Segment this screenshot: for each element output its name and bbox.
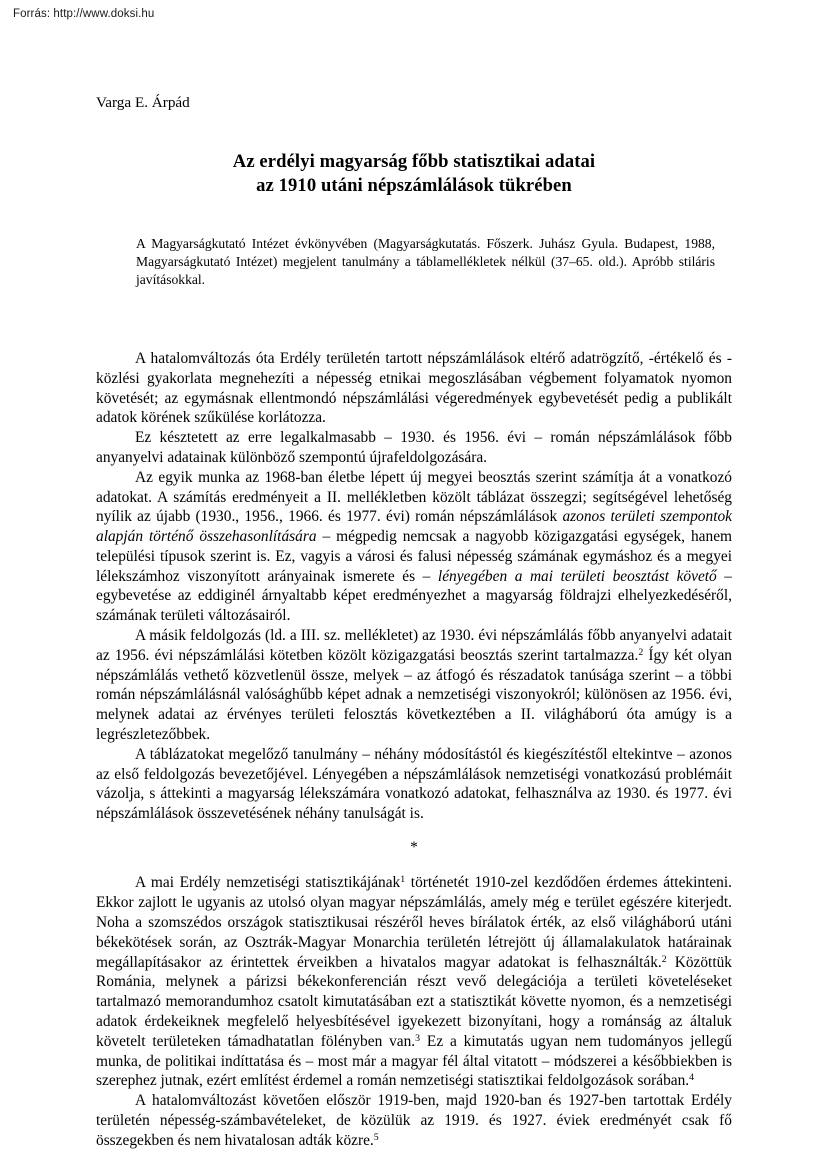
footnote-marker-3: 3 — [415, 1032, 421, 1044]
title-line-2: az 1910 utáni népszámlálások tükrében — [256, 175, 572, 197]
body-section-two — [96, 873, 732, 1150]
footnote-marker-5: 5 — [373, 1131, 379, 1143]
paragraph-3 — [96, 468, 732, 626]
paragraph-3-italic-2: lényegében a mai területi beosztást követő — [437, 567, 717, 585]
paragraph-3-part-1: Az egyik munka az 1968-ban életbe lépett új megyei beosztás szerint számítja át a vonatkozó adatokat. A számítás eredményeit a II. mellékletben közölt táblázat összegzi; segítségével lehetőség nyílik az újabb (1930., 1956., 1966. és 1977. évi) román népszámlálások — [96, 468, 732, 526]
footnote-marker-2: 2 — [661, 953, 667, 965]
source-watermark: Forrás: http://www.doksi.hu — [13, 8, 155, 20]
paragraph-6-part-1: A mai Erdély nemzetiségi statisztikájának — [135, 874, 401, 892]
footnote-marker-4: 4 — [689, 1072, 695, 1084]
title-line-1: Az erdélyi magyarság főbb statisztikai adatai — [232, 151, 596, 172]
paragraph-5: A táblázatokat megelőző tanulmány – néhány módosítástól és kiegészítéstől eltekintve – azonos az első feldolgozás bevezetőjével. Lényegében a népszámlálások nemzetiségi vonatkozású problémáit vázolja, s áttekinti a magyarság lélekszámára vonatkozó adatokat, felhasználva az 1930. és 1977. évi népszámlálások összevetésének néhány tanulságát is. — [96, 745, 732, 823]
paragraph-6-part-3: Közöttük Románia, melynek a párizsi békekonferencián részt vevő delegációja a területi követeléseket tartalmazó memorandumhoz csatolt kimutatásában ezt a statisztikát követte nyomon, és a nemzetiségi adatok érdekeiknek megfelelő helyesbítésével igyekezett bizonyítani, hogy a románság az általuk követelt területeken támadhatatlan fölényben van. — [96, 953, 732, 1050]
paragraph-2: Ez késztetett az erre legalkalmasabb – 1930. és 1956. évi – román népszámlálások főbb anyanyelvi adatainak különböző szempontú újrafeldolgozására. — [96, 429, 732, 466]
paragraph-1: A hatalomváltozás óta Erdély területén tartott népszámlálások eltérő adatrögzítő, -értékelő és -közlési gyakorlata megnehezíti a népesség etnikai megoszlásában végbement folyamatok nyomon követését; az egymásnak ellentmondó népszámlálási végeredmények egybevetését pedig a publikált adatok körének szűkülése korlátozza. — [96, 349, 732, 427]
paragraph-6 — [96, 873, 732, 1091]
body-section-one — [96, 349, 732, 824]
paragraph-7 — [96, 1091, 732, 1150]
paragraph-7-part-1: A hatalomváltozást követően először 1919-ben, majd 1920-ban és 1927-ben tartottak Erdély területén népesség-számbavételeket, de közülük az 1919. és 1927. éviek eredményét csak fő összegekben és nem hivatalosan adták közre. — [96, 1092, 732, 1149]
paragraph-4-part-2: Így két olyan népszámlálás vethető közvetlenül össze, melyek – az átfogó és részadatok tanúsága szerint – a többi román népszámlálásnál valósághűbb képet adnak a nemzetiségi viszonyokról; különösen az 1956. évi, melynek adatai az érvényes területi felosztás következtében a II. világháború óta amúgy is a legrészletezőbbek. — [96, 646, 732, 744]
paragraph-3-part-2: – mégpedig nemcsak a nagyobb közigazgatási egységek, hanem települési típusok szerint is. Ez, vagyis a városi és falusi népesség számának egymáshoz és a megyei lélekszámhoz viszonyított arányainak ismerete és – — [96, 528, 732, 585]
paragraph-4 — [96, 626, 732, 745]
paragraph-6-part-4: Ez a kimutatás ugyan nem tudományos jellegű munka, de politikai indíttatása és – most már a magyar fél által vitatott – módszerei a későbbiekben is szerephez jutnak, ezért említést érdemel a román nemzetiségi statisztikai feldolgozások sorában. — [96, 1032, 732, 1090]
paragraph-4-part-1: A másik feldolgozás (ld. a III. sz. mellékletet) az 1930. évi népszámlálás főbb anyanyelvi adatait az 1956. évi népszámlálási kötetben közölt közigazgatási beosztás szerint tartalmazza. — [96, 627, 732, 664]
paragraph-3-italic-1: azonos területi szempontok alapján történő összehasonlítására — [96, 508, 732, 546]
paragraph-3-part-3: – egybevetése az eddiginél árnyaltabb képet eredményezhet a magyarság földrajzi elhelyezkedéséről, számának területi változásairól. — [96, 567, 733, 625]
footnote-marker-2a: 2 — [638, 646, 644, 658]
document-page — [96, 0, 732, 1151]
paragraph-6-part-2: történetét 1910-zel kezdődően érdemes áttekinteni. Ekkor zajlott le ugyanis az utolsó olyan magyar népszámlálás, amely még e terület egészére kiterjedt. Noha a szomszédos országok statisztikusai részéről heves bírálatok érték, az első világháború utáni békekötések során, az Osztrák-Magyar Monarchia területén létrejött új államalakulatok határainak megállapításakor az érintettek érveikben a hivatalos magyar adatokat is felhasználták. — [96, 874, 732, 971]
author-name: Varga E. Árpád — [96, 94, 190, 111]
page-title — [96, 150, 732, 199]
abstract-note: A Magyarságkutató Intézet évkönyvében (Magyarságkutatás. Főszerk. Juhász Gyula. Budapest, 1988, Magyarságkutató Intézet) megjelent tanulmány a táblamellékletek nélkül (37–65. old.). Apróbb stiláris javításokkal. — [136, 235, 715, 287]
footnote-marker-1: 1 — [400, 874, 406, 886]
section-separator: * — [410, 839, 418, 857]
